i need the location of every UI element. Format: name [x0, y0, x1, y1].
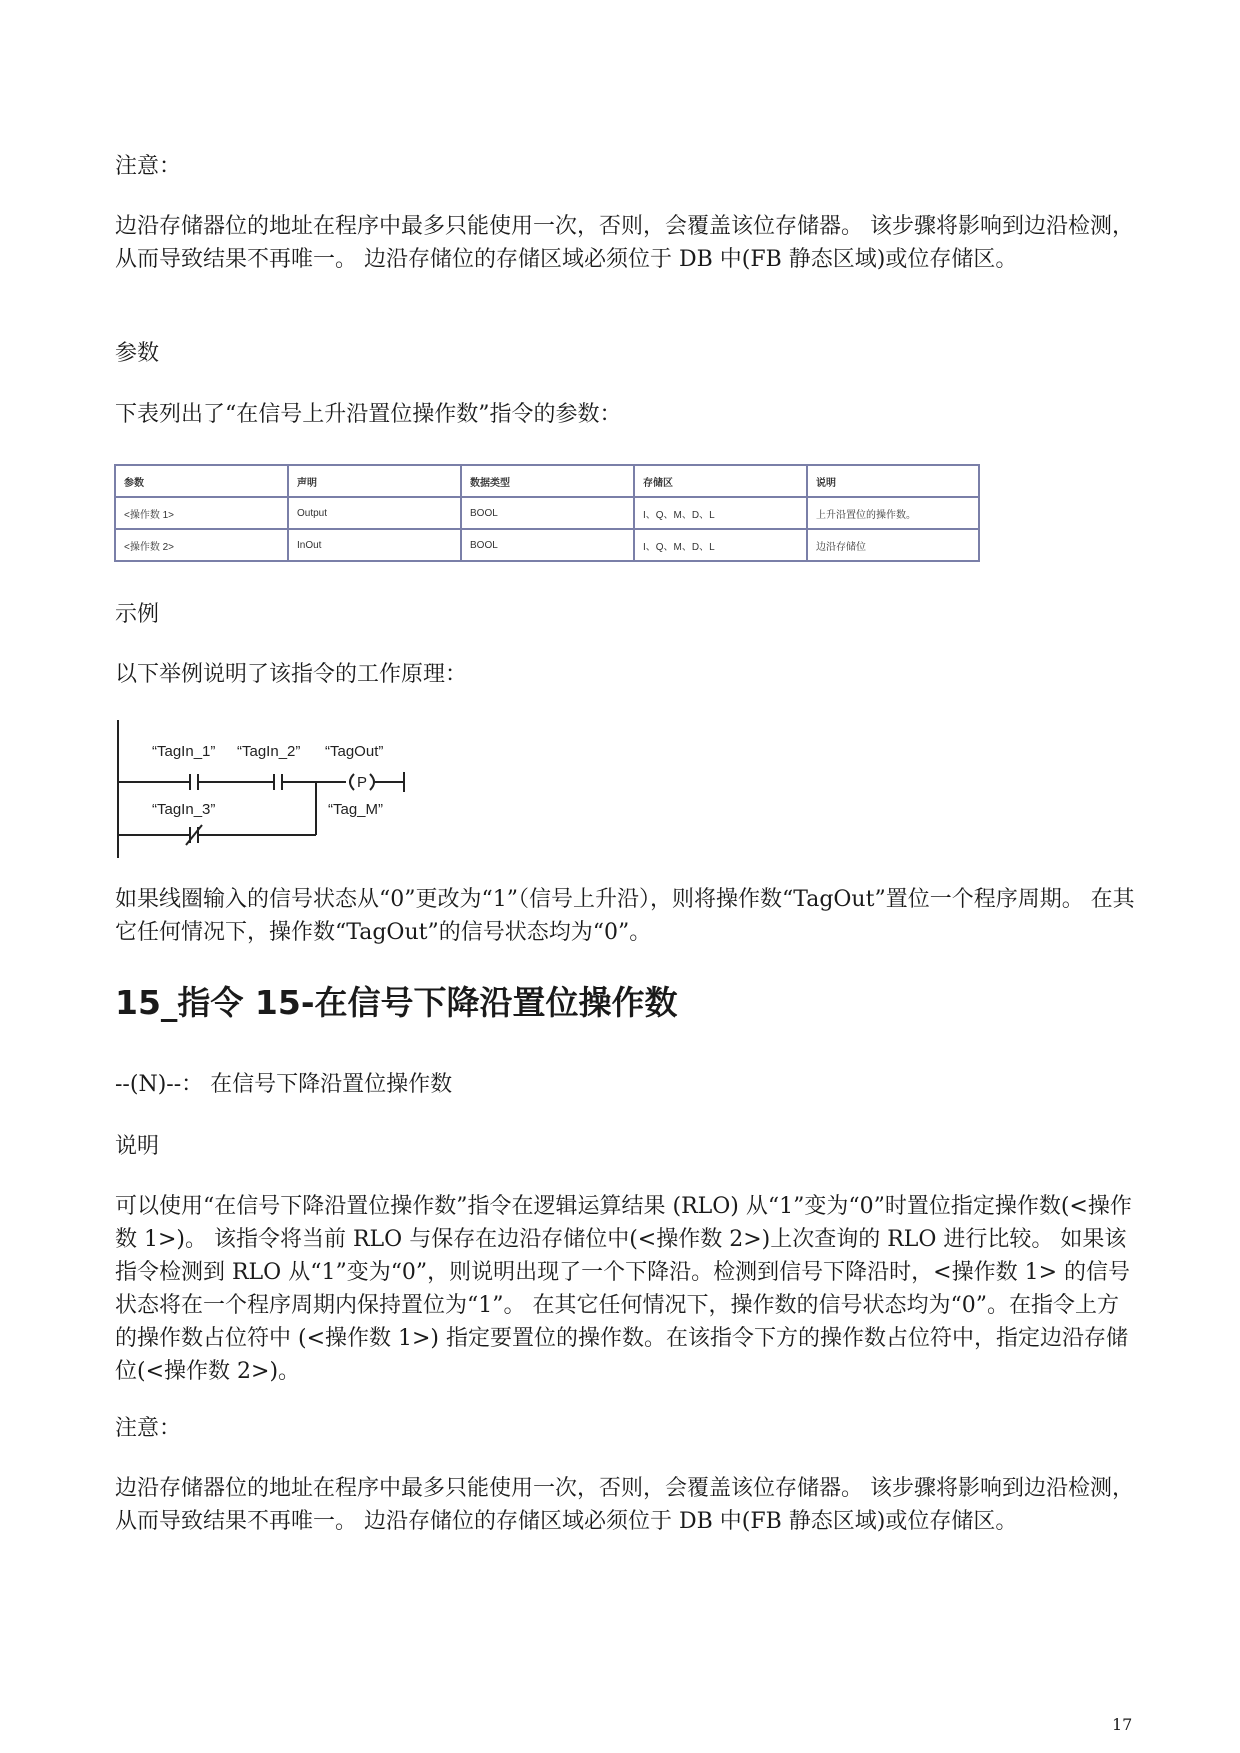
- example-description: 如果线圈输入的信号状态从“0”更改为“1”（信号上升沿），则将操作数“TagOut”置位一个程序周期。 在其它任何情况下，操作数“TagOut”的信号状态均为“0”。: [115, 887, 1135, 945]
- table-header-row: [115, 465, 979, 497]
- table-cell: BOOL: [461, 497, 634, 529]
- table-cell: BOOL: [461, 529, 634, 561]
- description-body: 可以使用“在信号下降沿置位操作数”指令在逻辑运算结果 (RLO) 从“1”变为“0”时置位指定操作数(<操作数 1>)。 该指令将当前 RLO 与保存在边沿存储位中(<操作数 2>)上次查询的 RLO 进行比较。 如果该指令检测到 RLO 从“1”变为“0”，则说明出现了一个下降沿。检测到信号下降沿时，<操作数 1> 的信号状态将在一个程序周期内保持置位为“1”。 在其它任何情况下，操作数的信号状态均为“0”。在指令上方的操作数占位符中 (<操作数 1>) 指定要置位的操作数。在该指令下方的操作数占位符中，指定边沿存储位(<操作数 2>)。: [115, 1194, 1132, 1384]
- example-heading: 示例: [115, 602, 160, 627]
- note-body: 边沿存储器位的地址在程序中最多只能使用一次，否则，会覆盖该位存储器。 该步骤将影响到边沿检测，从而导致结果不再唯一。 边沿存储位的存储区域必须位于 DB 中(FB 静态区域)或位存储区。: [115, 214, 1134, 272]
- table-cell: 上升沿置位的操作数。: [807, 497, 979, 529]
- table-header-cell: 参数: [115, 465, 288, 497]
- page-number: 17: [1112, 1715, 1133, 1734]
- symbol-line: --(N)--： 在信号下降沿置位操作数: [115, 1072, 453, 1097]
- table-cell: <操作数 2>: [115, 529, 288, 561]
- table-header-cell: 存储区: [634, 465, 807, 497]
- table-cell: Output: [288, 497, 461, 529]
- tag-in-3-label: “TagIn_3”: [152, 801, 216, 818]
- note-label: 注意：: [115, 154, 182, 179]
- note-label: 注意：: [115, 1416, 182, 1441]
- coil-close-icon: [370, 774, 374, 790]
- example-intro: 以下举例说明了该指令的工作原理：: [115, 662, 468, 687]
- table-row: [115, 497, 979, 529]
- table-cell: <操作数 1>: [115, 497, 288, 529]
- table-cell: I、Q、M、D、L: [634, 529, 807, 561]
- table-row: [115, 529, 979, 561]
- tag-in-1-label: “TagIn_1”: [152, 743, 216, 760]
- coil-open-icon: [350, 774, 354, 790]
- ladder-diagram: [112, 720, 432, 860]
- table-header-cell: 数据类型: [461, 465, 634, 497]
- note-body: 边沿存储器位的地址在程序中最多只能使用一次，否则，会覆盖该位存储器。 该步骤将影响到边沿检测，从而导致结果不再唯一。 边沿存储位的存储区域必须位于 DB 中(FB 静态区域)或位存储区。: [115, 1476, 1134, 1534]
- table-cell: I、Q、M、D、L: [634, 497, 807, 529]
- params-heading: 参数: [115, 341, 160, 366]
- params-intro: 下表列出了“在信号上升沿置位操作数”指令的参数：: [115, 402, 622, 427]
- table-cell: InOut: [288, 529, 461, 561]
- tag-m-label: “Tag_M”: [328, 801, 384, 818]
- table-header-cell: 声明: [288, 465, 461, 497]
- coil-label: P: [357, 774, 368, 791]
- section-title: 15_指令 15-在信号下降沿置位操作数: [115, 983, 678, 1022]
- tag-in-2-label: “TagIn_2”: [237, 743, 301, 760]
- table-header-cell: 说明: [807, 465, 979, 497]
- tag-out-label: “TagOut”: [325, 743, 384, 760]
- description-heading: 说明: [115, 1134, 160, 1159]
- table-cell: 边沿存储位: [807, 529, 979, 561]
- parameters-table: [114, 464, 980, 562]
